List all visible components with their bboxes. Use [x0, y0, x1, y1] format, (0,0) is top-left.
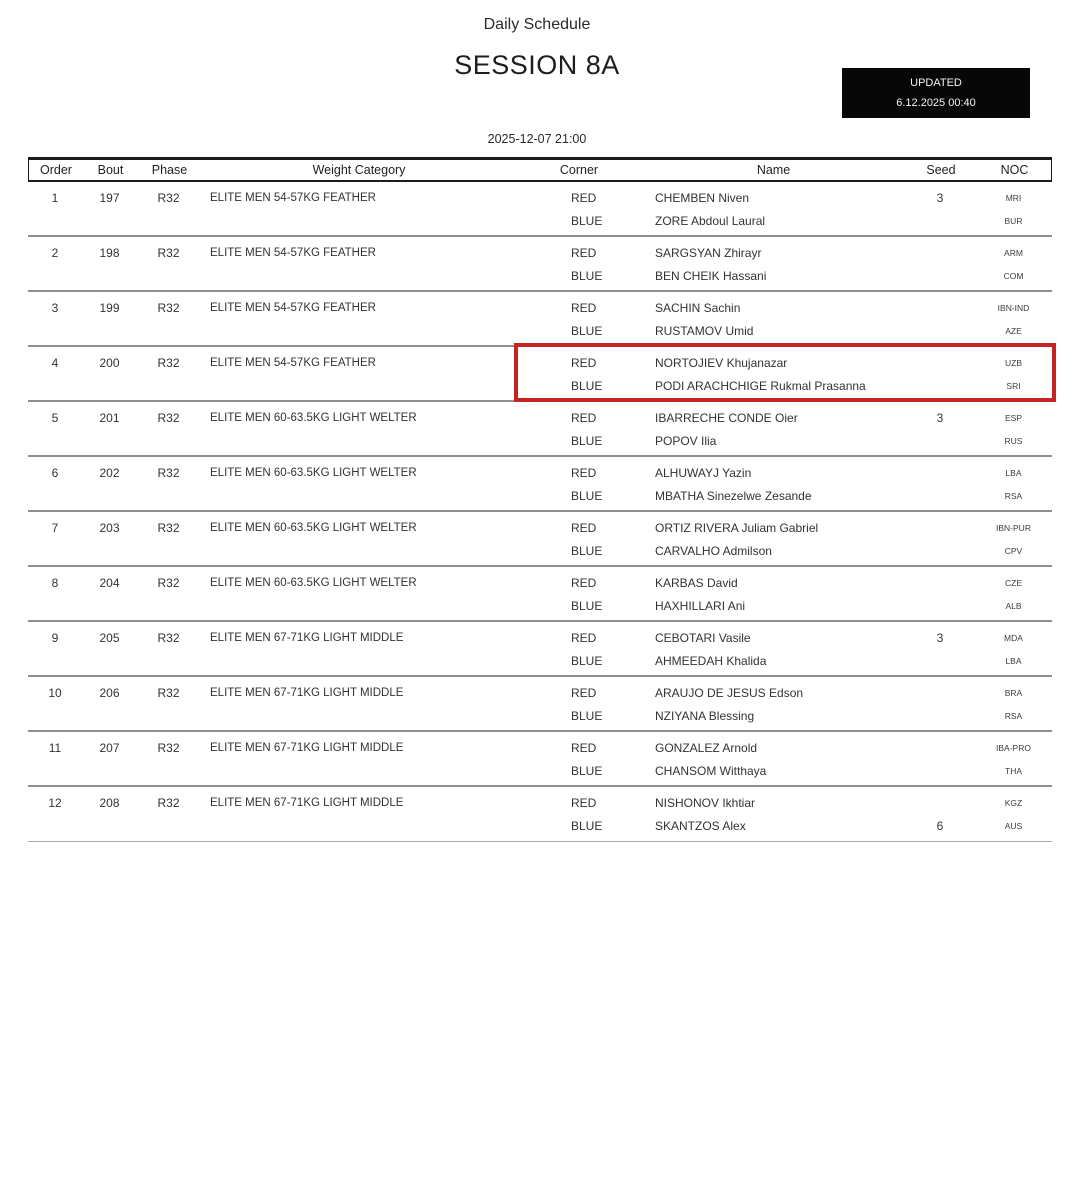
- blue-noc: COM: [1003, 271, 1024, 281]
- phase-cell: R32: [157, 631, 180, 645]
- red-corner-label: RED: [571, 741, 597, 755]
- schedule-table-body: [28, 182, 1052, 842]
- name-cell: [640, 682, 905, 730]
- weight-category-cell: ELITE MEN 60-63.5KG LIGHT WELTER: [210, 522, 417, 534]
- red-noc: LBA: [1005, 468, 1022, 478]
- red-noc: IBN-IND: [997, 303, 1030, 313]
- red-corner-label: RED: [571, 246, 597, 260]
- blue-corner-label: BLUE: [571, 819, 603, 833]
- red-seed: [905, 737, 975, 760]
- blue-corner-label: BLUE: [571, 709, 603, 723]
- red-boxer-name: IBARRECHE CONDE Oier: [655, 411, 798, 425]
- blue-noc: RSA: [1004, 491, 1023, 501]
- order-cell: 10: [48, 686, 62, 700]
- blue-seed: [905, 485, 975, 508]
- bout-cell: 200: [99, 356, 120, 370]
- red-boxer-name: GONZALEZ Arnold: [655, 741, 758, 755]
- red-corner-label: RED: [571, 521, 597, 535]
- phase-cell: R32: [157, 741, 180, 755]
- blue-corner-label: BLUE: [571, 544, 603, 558]
- seed-cell: [905, 242, 975, 290]
- phase-cell: R32: [157, 356, 180, 370]
- noc-cell: [975, 352, 1052, 400]
- blue-noc: RUS: [1004, 436, 1023, 446]
- order-cell: 9: [51, 631, 59, 645]
- red-seed: 3: [936, 411, 944, 425]
- red-noc: ESP: [1004, 413, 1022, 423]
- corner-cell: [516, 352, 640, 400]
- table-row: [28, 787, 1052, 842]
- corner-cell: [516, 627, 640, 675]
- red-noc: IBN-PUR: [996, 523, 1031, 533]
- corner-cell: [516, 462, 640, 510]
- blue-seed: [905, 760, 975, 783]
- phase-cell: R32: [157, 466, 180, 480]
- blue-seed: 6: [936, 819, 944, 833]
- red-boxer-name: NORTOJIEV Khujanazar: [655, 356, 788, 370]
- corner-cell: [516, 242, 640, 290]
- red-corner-label: RED: [571, 631, 597, 645]
- bout-cell: 202: [99, 466, 120, 480]
- red-seed: [905, 517, 975, 540]
- red-boxer-name: KARBAS David: [655, 576, 738, 590]
- table-row: [28, 182, 1052, 237]
- red-corner-label: RED: [571, 686, 597, 700]
- session-datetime: 2025-12-07 21:00: [487, 132, 587, 146]
- table-row: [28, 732, 1052, 787]
- red-boxer-name: SARGSYAN Zhirayr: [655, 246, 762, 260]
- red-boxer-name: ARAUJO DE JESUS Edson: [655, 686, 804, 700]
- bout-cell: 205: [99, 631, 120, 645]
- phase-cell: R32: [157, 796, 180, 810]
- red-seed: [905, 462, 975, 485]
- red-noc: KGZ: [1004, 798, 1023, 808]
- blue-boxer-name: POPOV Ilia: [655, 434, 717, 448]
- phase-cell: R32: [157, 576, 180, 590]
- name-cell: [640, 462, 905, 510]
- noc-cell: [975, 737, 1052, 785]
- corner-cell: [516, 682, 640, 730]
- weight-category-cell: ELITE MEN 54-57KG FEATHER: [210, 192, 376, 204]
- name-cell: [640, 407, 905, 455]
- red-boxer-name: ORTIZ RIVERA Juliam Gabriel: [655, 521, 819, 535]
- table-row: [28, 512, 1052, 567]
- name-cell: [640, 297, 905, 345]
- order-cell: 12: [48, 796, 62, 810]
- table-row: [28, 402, 1052, 457]
- blue-boxer-name: CHANSOM Witthaya: [655, 764, 767, 778]
- red-noc: BRA: [1004, 688, 1023, 698]
- order-cell: 3: [51, 301, 59, 315]
- col-header-corner: Corner: [559, 163, 599, 177]
- col-header-bout: Bout: [97, 163, 124, 177]
- updated-timestamp: 6.12.2025 00:40: [896, 97, 976, 109]
- weight-category-cell: ELITE MEN 60-63.5KG LIGHT WELTER: [210, 577, 417, 589]
- bout-cell: 198: [99, 246, 120, 260]
- red-seed: [905, 352, 975, 375]
- bout-cell: 208: [99, 796, 120, 810]
- red-corner-label: RED: [571, 576, 597, 590]
- blue-corner-label: BLUE: [571, 599, 603, 613]
- weight-category-cell: ELITE MEN 54-57KG FEATHER: [210, 357, 376, 369]
- blue-seed: [905, 320, 975, 343]
- blue-seed: [905, 265, 975, 288]
- corner-cell: [516, 572, 640, 620]
- order-cell: 5: [51, 411, 59, 425]
- bout-cell: 201: [99, 411, 120, 425]
- bout-cell: 207: [99, 741, 120, 755]
- blue-boxer-name: SKANTZOS Alex: [655, 819, 746, 833]
- corner-cell: [516, 297, 640, 345]
- weight-category-cell: ELITE MEN 67-71KG LIGHT MIDDLE: [210, 632, 404, 644]
- red-boxer-name: CEBOTARI Vasile: [655, 631, 751, 645]
- weight-category-cell: ELITE MEN 60-63.5KG LIGHT WELTER: [210, 467, 417, 479]
- order-cell: 6: [51, 466, 59, 480]
- red-corner-label: RED: [571, 796, 597, 810]
- red-boxer-name: SACHIN Sachin: [655, 301, 741, 315]
- noc-cell: [975, 517, 1052, 565]
- weight-category-cell: ELITE MEN 67-71KG LIGHT MIDDLE: [210, 742, 404, 754]
- blue-noc: BUR: [1004, 216, 1023, 226]
- blue-boxer-name: NZIYANA Blessing: [655, 709, 755, 723]
- blue-noc: THA: [1005, 766, 1022, 776]
- name-cell: [640, 242, 905, 290]
- red-noc: UZB: [1005, 358, 1022, 368]
- table-row: [28, 677, 1052, 732]
- red-seed: [905, 297, 975, 320]
- corner-cell: [516, 737, 640, 785]
- noc-cell: [975, 407, 1052, 455]
- seed-cell: [905, 187, 975, 235]
- order-cell: 7: [51, 521, 59, 535]
- blue-corner-label: BLUE: [571, 654, 603, 668]
- name-cell: [640, 352, 905, 400]
- seed-cell: [905, 682, 975, 730]
- blue-corner-label: BLUE: [571, 214, 603, 228]
- col-header-noc: NOC: [1000, 163, 1029, 177]
- red-boxer-name: NISHONOV Ikhtiar: [655, 796, 756, 810]
- table-row: [28, 292, 1052, 347]
- blue-corner-label: BLUE: [571, 379, 603, 393]
- blue-corner-label: BLUE: [571, 764, 603, 778]
- col-header-name: Name: [756, 163, 791, 177]
- blue-noc: AUS: [1004, 821, 1023, 831]
- seed-cell: [905, 627, 975, 675]
- order-cell: 11: [48, 741, 62, 755]
- table-row: [28, 457, 1052, 512]
- seed-cell: [905, 517, 975, 565]
- noc-cell: [975, 297, 1052, 345]
- red-noc: MRI: [1005, 193, 1022, 203]
- name-cell: [640, 187, 905, 235]
- noc-cell: [975, 627, 1052, 675]
- red-seed: 3: [936, 631, 944, 645]
- phase-cell: R32: [157, 246, 180, 260]
- name-cell: [640, 627, 905, 675]
- col-header-order: Order: [40, 163, 72, 177]
- updated-box: [842, 68, 1030, 118]
- blue-seed: [905, 375, 975, 398]
- seed-cell: [905, 572, 975, 620]
- phase-cell: R32: [157, 686, 180, 700]
- blue-boxer-name: AHMEEDAH Khalida: [655, 654, 767, 668]
- phase-cell: R32: [157, 191, 180, 205]
- noc-cell: [975, 462, 1052, 510]
- blue-seed: [905, 540, 975, 563]
- blue-boxer-name: ZORE Abdoul Laural: [655, 214, 766, 228]
- red-corner-label: RED: [571, 466, 597, 480]
- weight-category-cell: ELITE MEN 67-71KG LIGHT MIDDLE: [210, 687, 404, 699]
- weight-category-cell: ELITE MEN 54-57KG FEATHER: [210, 247, 376, 259]
- bout-cell: 206: [99, 686, 120, 700]
- bout-cell: 203: [99, 521, 120, 535]
- noc-cell: [975, 187, 1052, 235]
- table-row: [28, 347, 1052, 402]
- red-seed: 3: [936, 191, 944, 205]
- seed-cell: [905, 352, 975, 400]
- noc-cell: [975, 682, 1052, 730]
- schedule-table: [28, 157, 1052, 842]
- order-cell: 4: [51, 356, 59, 370]
- blue-noc: AZE: [1005, 326, 1022, 336]
- phase-cell: R32: [157, 521, 180, 535]
- blue-boxer-name: MBATHA Sinezelwe Zesande: [655, 489, 812, 503]
- red-corner-label: RED: [571, 301, 597, 315]
- seed-cell: [905, 462, 975, 510]
- phase-cell: R32: [157, 411, 180, 425]
- phase-cell: R32: [157, 301, 180, 315]
- blue-corner-label: BLUE: [571, 489, 603, 503]
- red-boxer-name: CHEMBEN Niven: [655, 191, 750, 205]
- blue-noc: ALB: [1005, 601, 1022, 611]
- name-cell: [640, 737, 905, 785]
- blue-noc: CPV: [1004, 546, 1023, 556]
- page-title: Daily Schedule: [483, 16, 591, 33]
- blue-boxer-name: CARVALHO Admilson: [655, 544, 772, 558]
- red-noc: IBA-PRO: [996, 743, 1031, 753]
- order-cell: 8: [51, 576, 59, 590]
- blue-seed: [905, 210, 975, 233]
- red-boxer-name: ALHUWAYJ Yazin: [655, 466, 752, 480]
- noc-cell: [975, 572, 1052, 620]
- blue-noc: SRI: [1006, 381, 1021, 391]
- red-noc: MDA: [1004, 633, 1023, 643]
- blue-boxer-name: HAXHILLARI Ani: [655, 599, 746, 613]
- corner-cell: [516, 407, 640, 455]
- blue-seed: [905, 430, 975, 453]
- red-seed: [905, 572, 975, 595]
- red-seed: [905, 242, 975, 265]
- blue-corner-label: BLUE: [571, 434, 603, 448]
- red-noc: ARM: [1004, 248, 1023, 258]
- seed-cell: [905, 297, 975, 345]
- table-row: [28, 622, 1052, 677]
- seed-cell: [905, 737, 975, 785]
- corner-cell: [516, 792, 640, 841]
- blue-seed: [905, 650, 975, 673]
- red-seed: [905, 792, 975, 815]
- seed-cell: [905, 407, 975, 455]
- col-header-weight-category: Weight Category: [312, 163, 406, 177]
- blue-boxer-name: PODI ARACHCHIGE Rukmal Prasanna: [655, 379, 866, 393]
- col-header-phase: Phase: [151, 163, 188, 177]
- corner-cell: [516, 517, 640, 565]
- table-row: [28, 567, 1052, 622]
- blue-seed: [905, 705, 975, 728]
- red-corner-label: RED: [571, 411, 597, 425]
- bout-cell: 197: [99, 191, 120, 205]
- weight-category-cell: ELITE MEN 67-71KG LIGHT MIDDLE: [210, 797, 404, 809]
- session-title: SESSION 8A: [454, 50, 620, 80]
- blue-noc: RSA: [1004, 711, 1023, 721]
- weight-category-cell: ELITE MEN 54-57KG FEATHER: [210, 302, 376, 314]
- corner-cell: [516, 187, 640, 235]
- blue-noc: LBA: [1005, 656, 1022, 666]
- noc-cell: [975, 242, 1052, 290]
- noc-cell: [975, 792, 1052, 841]
- red-seed: [905, 682, 975, 705]
- updated-label: UPDATED: [910, 77, 962, 89]
- name-cell: [640, 517, 905, 565]
- bout-cell: 204: [99, 576, 120, 590]
- seed-cell: [905, 792, 975, 841]
- blue-boxer-name: RUSTAMOV Umid: [655, 324, 754, 338]
- col-header-seed: Seed: [926, 163, 956, 177]
- red-corner-label: RED: [571, 356, 597, 370]
- blue-corner-label: BLUE: [571, 324, 603, 338]
- table-header-row: [28, 157, 1052, 182]
- blue-corner-label: BLUE: [571, 269, 603, 283]
- blue-boxer-name: BEN CHEIK Hassani: [655, 269, 767, 283]
- table-row: [28, 237, 1052, 292]
- red-noc: CZE: [1005, 578, 1022, 588]
- red-corner-label: RED: [571, 191, 597, 205]
- weight-category-cell: ELITE MEN 60-63.5KG LIGHT WELTER: [210, 412, 417, 424]
- name-cell: [640, 572, 905, 620]
- name-cell: [640, 792, 905, 841]
- order-cell: 1: [51, 191, 59, 205]
- order-cell: 2: [51, 246, 59, 260]
- bout-cell: 199: [99, 301, 120, 315]
- blue-seed: [905, 595, 975, 618]
